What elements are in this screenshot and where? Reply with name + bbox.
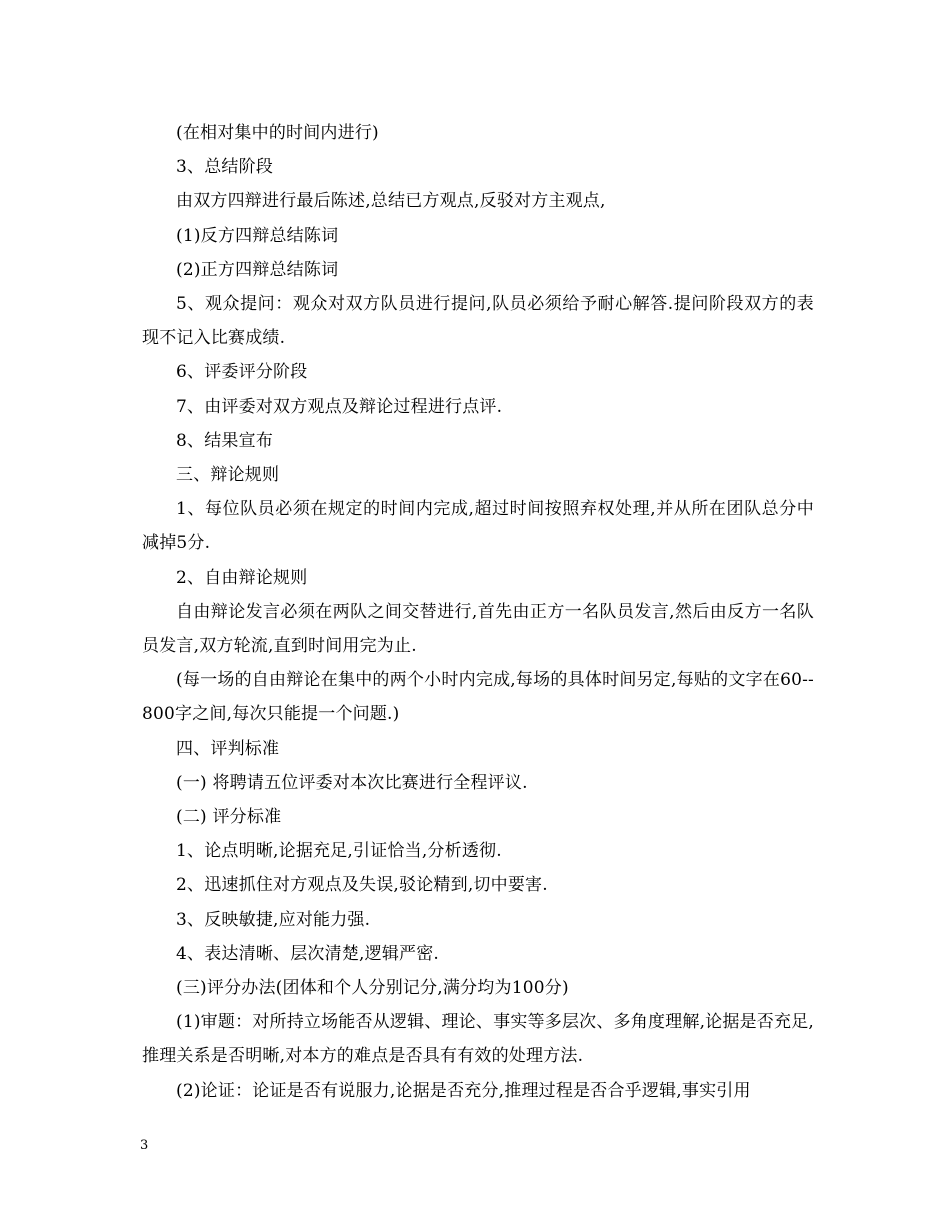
paragraph: (2)论证：论证是否有说服力,论据是否充分,推理过程是否合乎逻辑,事实引用 [176,1080,751,1101]
paragraph: 1、每位队员必须在规定的时间内完成,超过时间按照弃权处理,并从所在团队总分中减掉5分. [142,499,814,554]
paragraph: 3、总结阶段 [176,157,274,178]
paragraph: 8、结果宣布 [176,430,274,451]
section-heading: 三、辩论规则 [176,465,280,486]
paragraph: (2)正方四辩总结陈词 [176,259,339,280]
page-number: 3 [140,1138,149,1153]
paragraph: (在相对集中的时间内进行) [176,123,379,143]
paragraph: 3、反映敏捷,应对能力强. [176,909,371,930]
paragraph: 2、迅速抓住对方观点及失误,驳论精到,切中要害. [176,875,548,896]
paragraph: 1、论点明晰,论据充足,引证恰当,分析透彻. [176,841,502,862]
paragraph: (三)评分办法(团体和个人分别记分,满分均为100分) [176,978,569,999]
paragraph: 2、自由辩论规则 [176,567,308,588]
paragraph: 4、表达清晰、层次清楚,逻辑严密. [176,943,440,964]
paragraph: 由双方四辩进行最后陈述,总结已方观点,反驳对方主观点, [176,191,606,212]
paragraph: 5、观众提问：观众对双方队员进行提问,队员必须给予耐心解答.提问阶段双方的表现不记入比赛成绩. [142,294,814,349]
paragraph: 自由辩论发言必须在两队之间交替进行,首先由正方一名队员发言,然后由反方一名队员发言,双方轮流,直到时间用完为止. [142,601,814,657]
section-heading: 四、评判标准 [176,738,280,759]
paragraph: (1)审题：对所持立场能否从逻辑、理论、事实等多层次、多角度理解,论据是否充足,推理关系是否明晰,对本方的难点是否具有有效的处理方法. [142,1012,814,1067]
paragraph: (1)反方四辩总结陈词 [176,225,339,246]
paragraph: (每一场的自由辩论在集中的两个小时内完成,每场的具体时间另定,每贴的文字在60--800字之间,每次只能提一个问题.) [142,670,814,725]
paragraph: 7、由评委对双方观点及辩论过程进行点评. [176,396,503,417]
paragraph: 6、评委评分阶段 [176,362,308,383]
document-body [142,116,814,1108]
paragraph: (一) 将聘请五位评委对本次比赛进行全程评议. [176,772,528,793]
paragraph: (二) 评分标准 [176,807,282,828]
